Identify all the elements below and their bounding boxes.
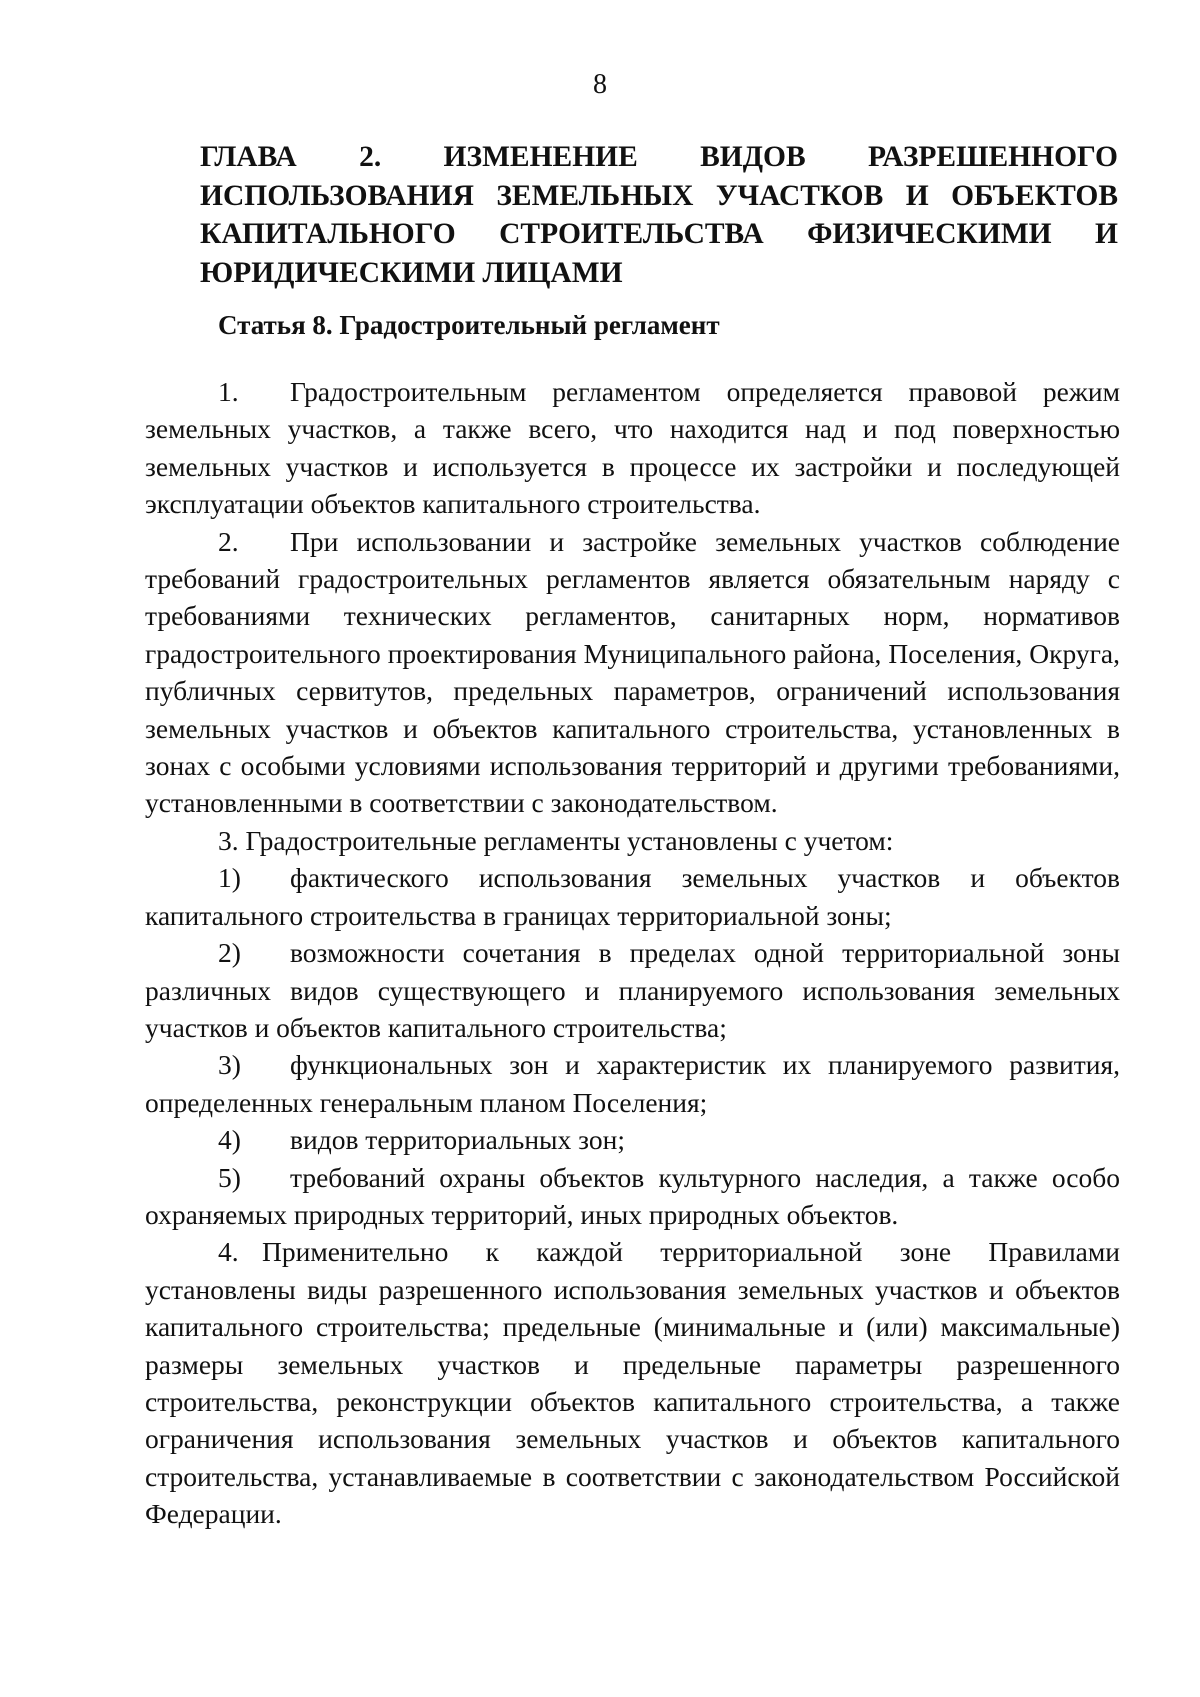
chapter-title: ГЛАВА 2. ИЗМЕНЕНИЕ ВИДОВ РАЗРЕШЕННОГО ИСПОЛЬЗОВАНИЯ ЗЕМЕЛЬНЫХ УЧАСТКОВ И ОБЪЕКТОВ КАПИТАЛЬНОГО СТРОИТЕЛЬСТВА ФИЗИЧЕСКИМИ И ЮРИДИЧЕСКИМИ ЛИЦАМИ (200, 141, 1118, 289)
list-item-number: 4) (218, 1124, 241, 1156)
paragraph-2 (145, 523, 1120, 822)
list-item-number: 3) (218, 1049, 241, 1081)
paragraph-number: 2. (218, 525, 239, 557)
list-item-number: 2) (218, 937, 241, 969)
paragraph-4 (145, 1233, 1120, 1532)
list-item-2 (145, 934, 1120, 1046)
list-item-number: 5) (218, 1161, 241, 1193)
list-item-3 (145, 1046, 1120, 1121)
paragraph-text: 3. Градостроительные регламенты установлены с учетом: (218, 824, 894, 856)
paragraph-3 (145, 822, 1120, 859)
list-item-5 (145, 1159, 1120, 1234)
list-item-text: фактического использования земельных участков и объектов капитального строительства в границах территориальной зоны; (145, 862, 1120, 931)
article-title: Статья 8. Градостроительный регламент (218, 310, 720, 340)
list-item-text: возможности сочетания в пределах одной территориальной зоны различных видов существующего и планируемого использования земельных участков и объектов капитального строительства; (145, 937, 1120, 1043)
paragraph-text: При использовании и застройке земельных участков соблюдение требований градостроительных регламентов является обязательным наряду с требованиями технических регламентов, санитарных норм, нормативов градостроительного проектирования Муниципального района, Поселения, Округа, публичных сервитутов, предельных параметров, ограничений использования земельных участков и объектов капитального строительства, установленных в зонах с особыми условиями использования территорий и другими требованиями, установленными в соответствии с законодательством. (145, 525, 1120, 819)
list-item-text: видов территориальных зон; (290, 1124, 625, 1156)
paragraph-text: Применительно к каждой территориальной зоне Правилами установлены виды разрешенного использования земельных участков и объектов капитального строительства; предельные (минимальные и (или) максимальные) размеры земельных участков и предельные параметры разрешенного строительства, реконструкции объектов капитального строительства, а также ограничения использования земельных участков и объектов капитального строительства, устанавливаемые в соответствии с законодательством Российской Федерации. (145, 1236, 1120, 1530)
list-item-1 (145, 859, 1120, 934)
article-body (145, 373, 1120, 1533)
list-item-text: функциональных зон и характеристик их планируемого развития, определенных генеральным планом Поселения; (145, 1049, 1120, 1118)
list-item-number: 1) (218, 862, 241, 894)
list-item-4 (145, 1121, 1120, 1158)
page-number: 8 (593, 69, 607, 100)
paragraph-number: 1. (218, 376, 239, 407)
paragraph-1 (145, 373, 1120, 523)
paragraph-number: 4. (218, 1236, 239, 1268)
list-item-text: требований охраны объектов культурного наследия, а также особо охраняемых природных территорий, иных природных объектов. (145, 1161, 1120, 1230)
paragraph-text: Градостроительным регламентом определяется правовой режим земельных участков, а также всего, что находится над и под поверхностью земельных участков и используется в процессе их застройки и последующей эксплуатации объектов капитального строительства. (145, 376, 1120, 520)
